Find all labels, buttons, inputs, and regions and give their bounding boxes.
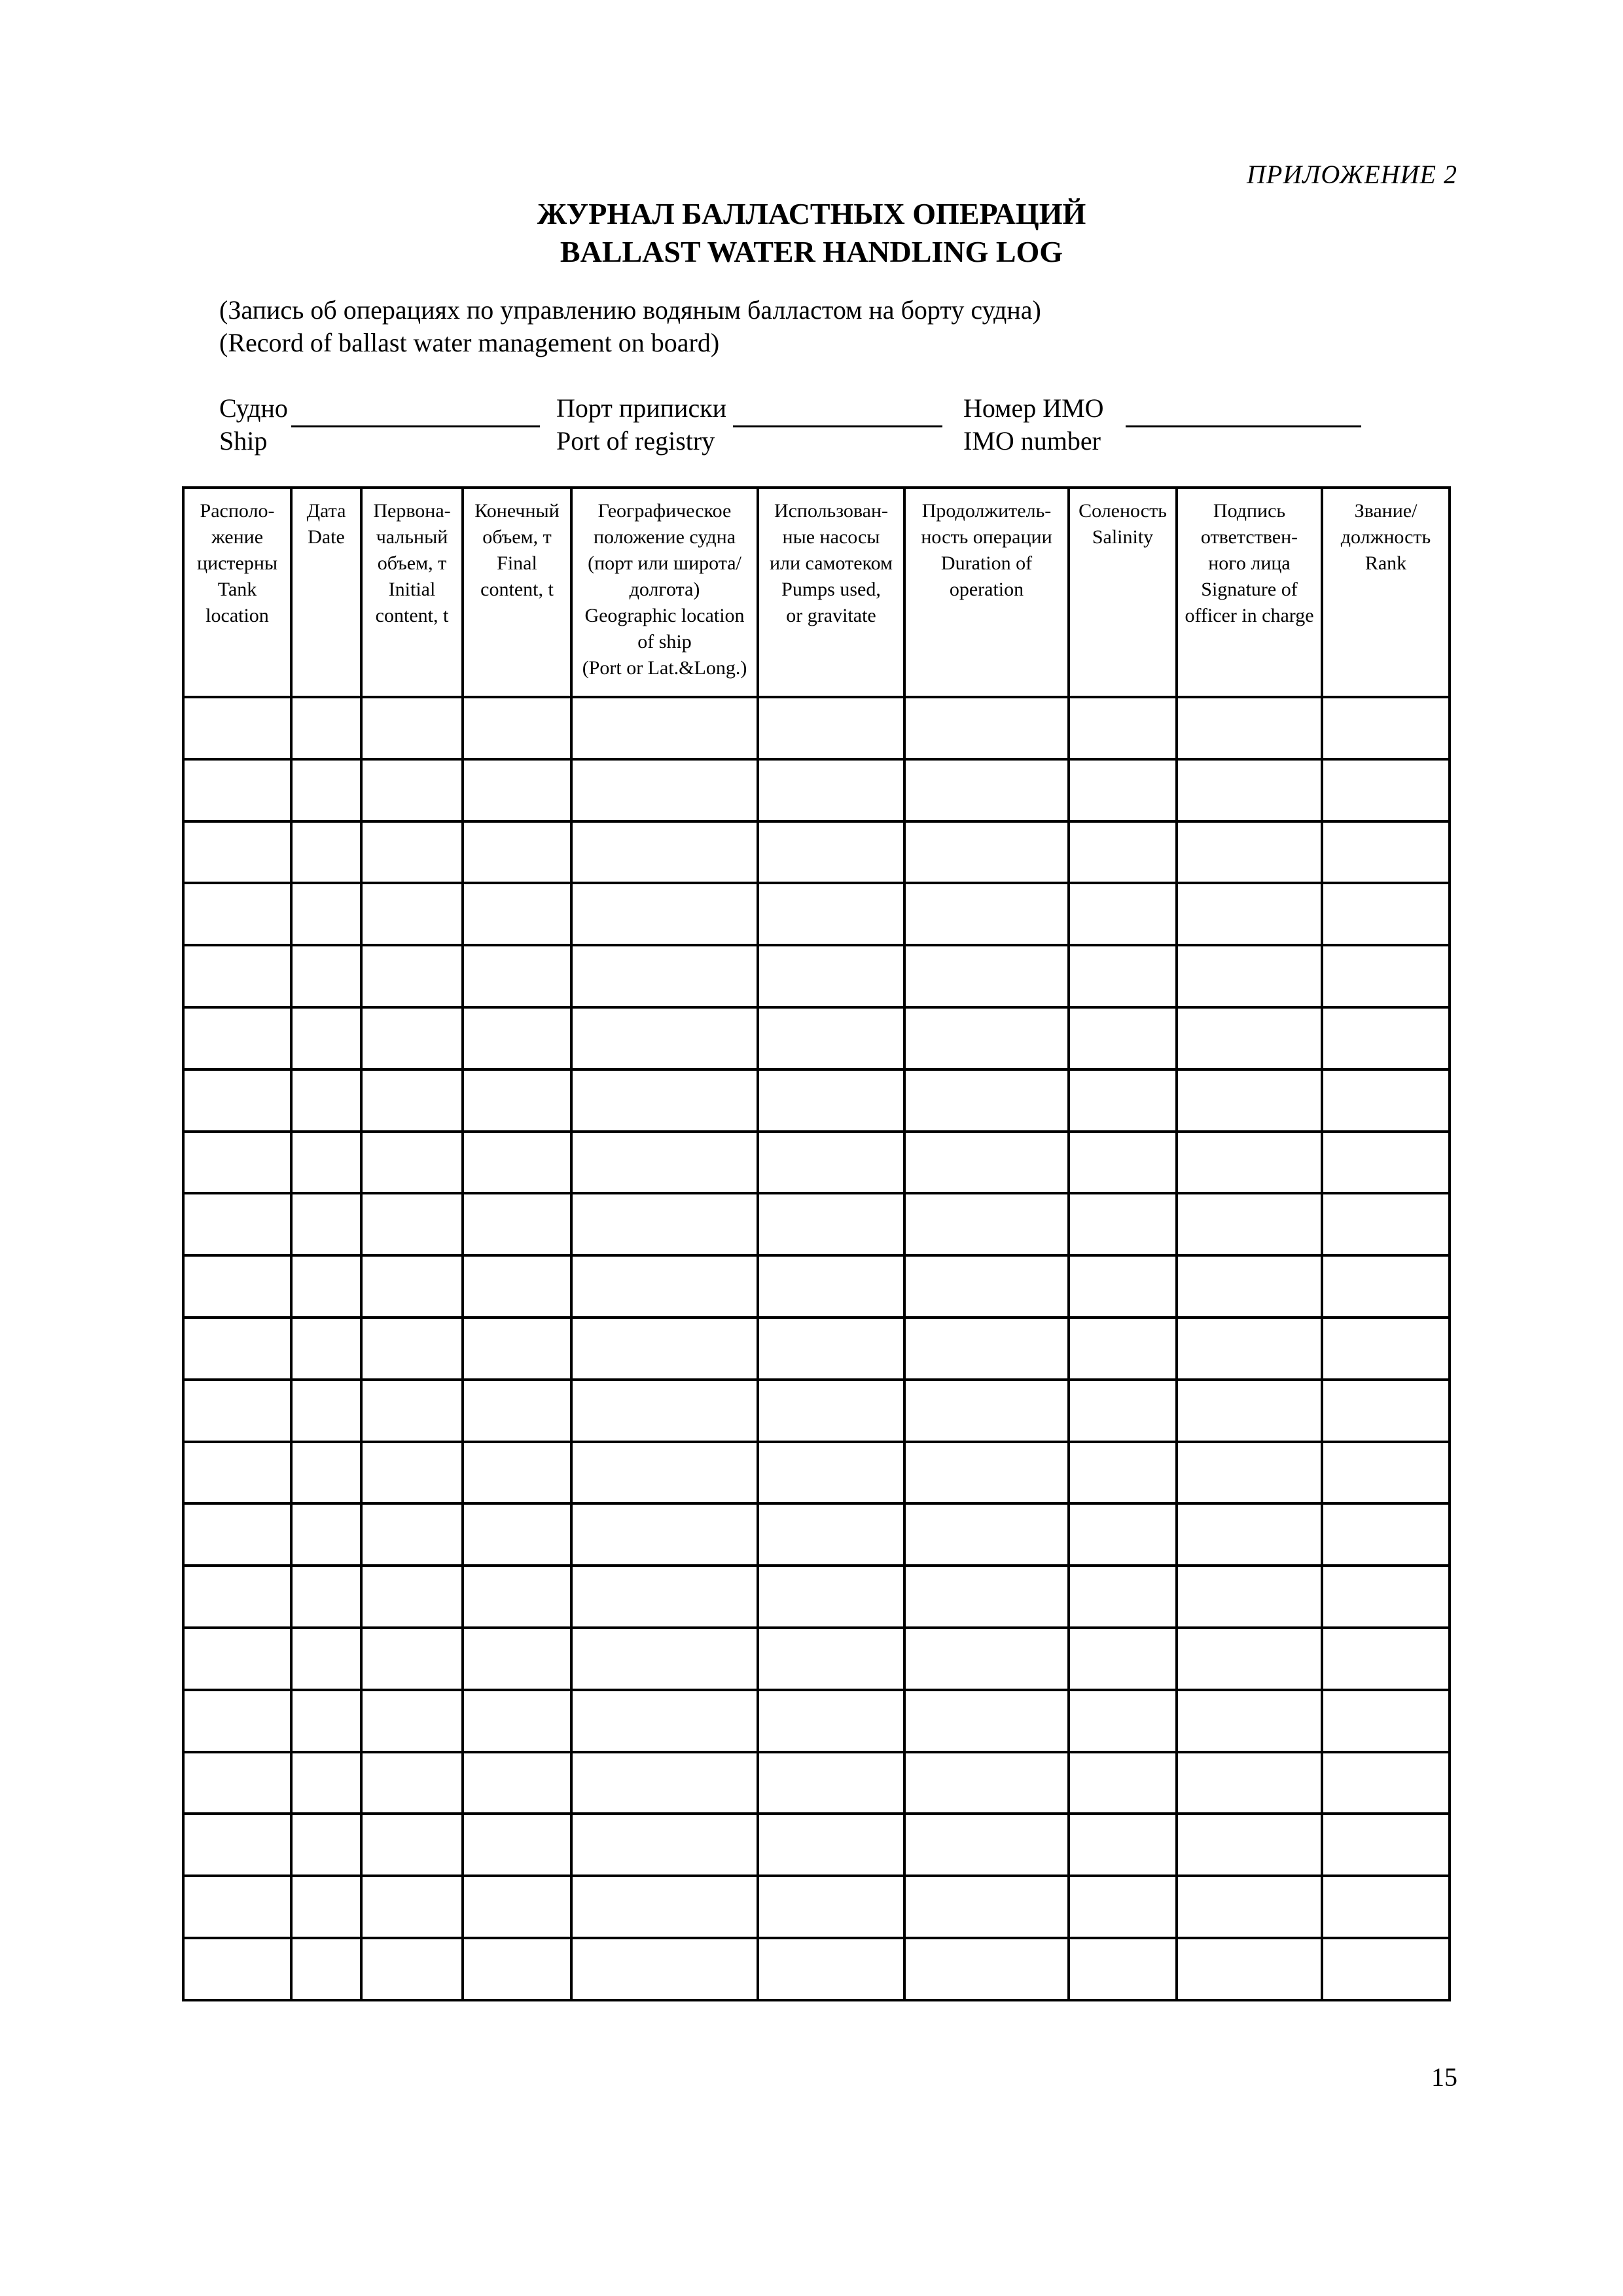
annex-label: ПРИЛОЖЕНИЕ 2 [1247,160,1457,189]
table-cell[interactable] [463,697,571,759]
table-cell[interactable] [758,883,904,945]
table-cell[interactable] [291,1503,361,1566]
table-cell[interactable] [1177,1566,1322,1628]
table-cell[interactable] [183,1442,291,1504]
col-header-geographic-location: Географическое положение судна (порт или широта/ долгота) Geographic location of ship (Port or Lat.&Long.) [571,488,758,697]
table-cell[interactable] [904,697,1069,759]
table-cell[interactable] [183,1876,291,1938]
col-header-tank-location: Располо- жение цистерны Tank location [183,488,291,697]
table-cell[interactable] [571,945,758,1007]
table-row [183,697,1450,759]
table-cell[interactable] [571,697,758,759]
table-cell[interactable] [758,945,904,1007]
table-cell[interactable] [1322,1690,1450,1752]
table-cell[interactable] [1069,1566,1177,1628]
table-cell[interactable] [1322,1503,1450,1566]
table-cell[interactable] [1069,1690,1177,1752]
table-cell[interactable] [1322,883,1450,945]
table-cell[interactable] [758,1690,904,1752]
table-cell[interactable] [463,1690,571,1752]
table-cell[interactable] [571,1752,758,1814]
table-cell[interactable] [1069,1193,1177,1255]
table-cell[interactable] [571,1938,758,2000]
col-header-pumps-used: Использован- ные насосы или самотеком Pumps used, or gravitate [758,488,904,697]
table-cell[interactable] [758,1566,904,1628]
table-cell[interactable] [361,1069,463,1132]
table-cell[interactable] [904,759,1069,821]
table-cell[interactable] [463,1069,571,1132]
table-cell[interactable] [463,883,571,945]
ship-label-en: Ship [219,426,268,456]
table-cell[interactable] [463,1380,571,1442]
table-cell[interactable] [904,1380,1069,1442]
table-cell[interactable] [1177,1380,1322,1442]
table-cell[interactable] [183,1628,291,1690]
table-cell[interactable] [758,1442,904,1504]
table-cell[interactable] [1322,759,1450,821]
table-cell[interactable] [1322,1938,1450,2000]
table-cell[interactable] [361,1007,463,1069]
col-header-date: Дата Date [291,488,361,697]
table-cell[interactable] [1177,1132,1322,1194]
table-cell[interactable] [1322,1007,1450,1069]
table-cell[interactable] [904,883,1069,945]
table-row [183,1007,1450,1069]
table-cell[interactable] [904,945,1069,1007]
table-cell[interactable] [361,1255,463,1318]
table-cell[interactable] [758,697,904,759]
table-cell[interactable] [1322,1380,1450,1442]
table-cell[interactable] [291,1380,361,1442]
table-row [183,1690,1450,1752]
table-cell[interactable] [571,1876,758,1938]
table-cell[interactable] [571,1255,758,1318]
table-cell[interactable] [571,1069,758,1132]
table-cell[interactable] [1069,1318,1177,1380]
table-cell[interactable] [758,1007,904,1069]
col-header-final-content: Конечный объем, т Final content, t [463,488,571,697]
table-cell[interactable] [571,1566,758,1628]
table-cell[interactable] [1322,945,1450,1007]
table-cell[interactable] [183,1193,291,1255]
table-cell[interactable] [183,883,291,945]
table-cell[interactable] [758,759,904,821]
table-cell[interactable] [361,1690,463,1752]
table-cell[interactable] [463,759,571,821]
title-en: BALLAST WATER HANDLING LOG [560,235,1063,268]
table-cell[interactable] [1322,1318,1450,1380]
table-cell[interactable] [291,1566,361,1628]
table-header-row [183,488,1450,697]
subtitle-ru: (Запись об операциях по управлению водяным балластом на борту судна) [219,295,1041,325]
table-cell[interactable] [571,1193,758,1255]
table-cell[interactable] [1177,883,1322,945]
table-cell[interactable] [571,1007,758,1069]
table-cell[interactable] [361,1193,463,1255]
table-cell[interactable] [758,1503,904,1566]
title-ru: ЖУРНАЛ БАЛЛАСТНЫХ ОПЕРАЦИЙ [537,197,1086,230]
table-cell[interactable] [1069,1752,1177,1814]
table-cell[interactable] [571,1442,758,1504]
table-cell[interactable] [1069,1628,1177,1690]
table-cell[interactable] [758,1318,904,1380]
table-cell[interactable] [361,759,463,821]
table-cell[interactable] [1069,1876,1177,1938]
table-cell[interactable] [1069,759,1177,821]
table-cell[interactable] [904,1193,1069,1255]
table-cell[interactable] [1177,1255,1322,1318]
table-cell[interactable] [1069,883,1177,945]
table-cell[interactable] [291,1938,361,2000]
table-cell[interactable] [183,1938,291,2000]
table-cell[interactable] [904,1690,1069,1752]
imo-label-en: IMO number [963,426,1101,456]
table-cell[interactable] [183,1752,291,1814]
table-cell[interactable] [1177,1938,1322,2000]
table-cell[interactable] [463,1255,571,1318]
table-cell[interactable] [1069,697,1177,759]
table-cell[interactable] [463,945,571,1007]
table-cell[interactable] [571,1380,758,1442]
table-row [183,1132,1450,1194]
port-label-ru: Порт приписки [556,393,727,423]
table-cell[interactable] [463,1814,571,1876]
table-cell[interactable] [1069,1069,1177,1132]
table-cell[interactable] [183,1814,291,1876]
table-cell[interactable] [1177,1876,1322,1938]
table-row [183,1566,1450,1628]
table-cell[interactable] [904,1752,1069,1814]
table-cell[interactable] [1177,1752,1322,1814]
table-cell[interactable] [1322,1255,1450,1318]
table-cell[interactable] [183,1132,291,1194]
table-cell[interactable] [361,1876,463,1938]
table-cell[interactable] [758,1752,904,1814]
table-cell[interactable] [361,697,463,759]
table-cell[interactable] [291,759,361,821]
table-cell[interactable] [904,1007,1069,1069]
table-row [183,1380,1450,1442]
table-row [183,1442,1450,1504]
table-cell[interactable] [361,1503,463,1566]
table-cell[interactable] [183,1566,291,1628]
table-cell[interactable] [1322,1752,1450,1814]
table-cell[interactable] [183,1380,291,1442]
table-cell[interactable] [1069,1442,1177,1504]
table-cell[interactable] [1177,1007,1322,1069]
table-cell[interactable] [904,1503,1069,1566]
table-cell[interactable] [291,1193,361,1255]
table-cell[interactable] [291,1069,361,1132]
table-cell[interactable] [1069,821,1177,884]
table-cell[interactable] [463,1628,571,1690]
ship-field-line[interactable] [291,425,540,427]
imo-label-ru: Номер ИМО [963,393,1104,423]
table-cell[interactable] [1177,821,1322,884]
table-cell[interactable] [183,697,291,759]
table-cell[interactable] [1069,1380,1177,1442]
table-row [183,1503,1450,1566]
table-cell[interactable] [1069,1814,1177,1876]
table-row [183,1318,1450,1380]
table-cell[interactable] [463,1007,571,1069]
table-cell[interactable] [361,1380,463,1442]
table-cell[interactable] [1177,1318,1322,1380]
table-cell[interactable] [463,1566,571,1628]
table-cell[interactable] [758,1069,904,1132]
table-row [183,1814,1450,1876]
table-cell[interactable] [183,759,291,821]
table-cell[interactable] [291,1814,361,1876]
table-cell[interactable] [904,1876,1069,1938]
table-row [183,945,1450,1007]
table-cell[interactable] [463,1193,571,1255]
table-cell[interactable] [463,821,571,884]
table-cell[interactable] [758,1814,904,1876]
port-field-line[interactable] [733,425,942,427]
table-cell[interactable] [758,1193,904,1255]
table-cell[interactable] [1322,1132,1450,1194]
table-cell[interactable] [571,821,758,884]
table-cell[interactable] [1322,1814,1450,1876]
table-cell[interactable] [904,1938,1069,2000]
subtitle-en: (Record of ballast water management on board) [219,328,720,357]
table-cell[interactable] [758,1380,904,1442]
table-cell[interactable] [291,1876,361,1938]
table-cell[interactable] [1177,697,1322,759]
table-cell[interactable] [571,1132,758,1194]
table-cell[interactable] [183,1503,291,1566]
table-cell[interactable] [463,1938,571,2000]
table-cell[interactable] [904,1814,1069,1876]
port-label-en: Port of registry [556,426,715,456]
table-cell[interactable] [291,1318,361,1380]
table-cell[interactable] [183,1069,291,1132]
table-cell[interactable] [291,1007,361,1069]
table-cell[interactable] [1069,1132,1177,1194]
table-cell[interactable] [1322,697,1450,759]
table-cell[interactable] [1322,821,1450,884]
table-cell[interactable] [1177,1628,1322,1690]
col-header-signature: Подпись ответствен- ного лица Signature of officer in charge [1177,488,1322,697]
table-cell[interactable] [1177,1814,1322,1876]
col-header-duration: Продолжитель- ность операции Duration of operation [904,488,1069,697]
table-row [183,1938,1450,2000]
table-cell[interactable] [183,1007,291,1069]
ship-label-ru: Судно [219,393,288,423]
table-cell[interactable] [183,1690,291,1752]
page-number: 15 [1431,2062,1457,2092]
table-cell[interactable] [291,1132,361,1194]
table-cell[interactable] [1177,945,1322,1007]
table-cell[interactable] [1069,1938,1177,2000]
table-cell[interactable] [361,1938,463,2000]
table-cell[interactable] [463,1503,571,1566]
table-cell[interactable] [904,1566,1069,1628]
table-cell[interactable] [291,883,361,945]
table-cell[interactable] [904,1255,1069,1318]
table-cell[interactable] [904,1318,1069,1380]
table-cell[interactable] [291,1255,361,1318]
table-cell[interactable] [571,759,758,821]
table-cell[interactable] [361,1814,463,1876]
table-cell[interactable] [1177,1193,1322,1255]
table-cell[interactable] [361,1752,463,1814]
table-row [183,1752,1450,1814]
table-cell[interactable] [1322,1193,1450,1255]
table-cell[interactable] [1069,1503,1177,1566]
table-cell[interactable] [758,1628,904,1690]
table-cell[interactable] [758,1132,904,1194]
table-cell[interactable] [1069,1007,1177,1069]
imo-field-line[interactable] [1126,425,1361,427]
table-cell[interactable] [1177,1442,1322,1504]
table-cell[interactable] [1322,1876,1450,1938]
col-header-salinity: Соленость Salinity [1069,488,1177,697]
table-cell[interactable] [291,1690,361,1752]
table-cell[interactable] [758,1255,904,1318]
table-cell[interactable] [291,1442,361,1504]
table-cell[interactable] [361,1132,463,1194]
table-row [183,1193,1450,1255]
table-cell[interactable] [904,1628,1069,1690]
table-cell[interactable] [361,1318,463,1380]
table-cell[interactable] [571,1503,758,1566]
table-cell[interactable] [758,821,904,884]
table-cell[interactable] [361,821,463,884]
table-cell[interactable] [361,945,463,1007]
table-cell[interactable] [571,1814,758,1876]
table-cell[interactable] [758,1938,904,2000]
table-row [183,1628,1450,1690]
table-cell[interactable] [183,821,291,884]
table-row [183,759,1450,821]
table-cell[interactable] [361,1628,463,1690]
table-cell[interactable] [463,1442,571,1504]
table-cell[interactable] [463,1876,571,1938]
table-cell[interactable] [291,945,361,1007]
table-cell[interactable] [183,1255,291,1318]
table-cell[interactable] [904,1069,1069,1132]
table-cell[interactable] [1322,1442,1450,1504]
table-cell[interactable] [904,1132,1069,1194]
col-header-rank: Звание/ должность Rank [1322,488,1450,697]
table-cell[interactable] [361,1566,463,1628]
table-cell[interactable] [1322,1069,1450,1132]
table-cell[interactable] [758,1876,904,1938]
table-cell[interactable] [1177,1069,1322,1132]
table-cell[interactable] [183,945,291,1007]
table-cell[interactable] [463,1318,571,1380]
table-cell[interactable] [1177,1690,1322,1752]
table-cell[interactable] [571,1318,758,1380]
table-row [183,1069,1450,1132]
table-row [183,1876,1450,1938]
table-cell[interactable] [571,1628,758,1690]
table-cell[interactable] [571,883,758,945]
table-cell[interactable] [291,1752,361,1814]
table-cell[interactable] [291,1628,361,1690]
table-cell[interactable] [1322,1566,1450,1628]
table-cell[interactable] [463,1752,571,1814]
table-cell[interactable] [463,1132,571,1194]
table-row [183,1255,1450,1318]
col-header-initial-content: Первона- чальный объем, т Initial content, t [361,488,463,697]
table-cell[interactable] [1069,1255,1177,1318]
table-row [183,883,1450,945]
table-row [183,821,1450,884]
table-cell[interactable] [361,1442,463,1504]
ballast-log-table [182,486,1451,2001]
table-cell[interactable] [904,1442,1069,1504]
table-cell[interactable] [1322,1628,1450,1690]
table-cell[interactable] [904,821,1069,884]
table-cell[interactable] [291,697,361,759]
table-cell[interactable] [571,1690,758,1752]
table-body [183,697,1450,2000]
table-cell[interactable] [1069,945,1177,1007]
table-cell[interactable] [1177,759,1322,821]
table-cell[interactable] [361,883,463,945]
table-cell[interactable] [1177,1503,1322,1566]
table-cell[interactable] [291,821,361,884]
table-cell[interactable] [183,1318,291,1380]
